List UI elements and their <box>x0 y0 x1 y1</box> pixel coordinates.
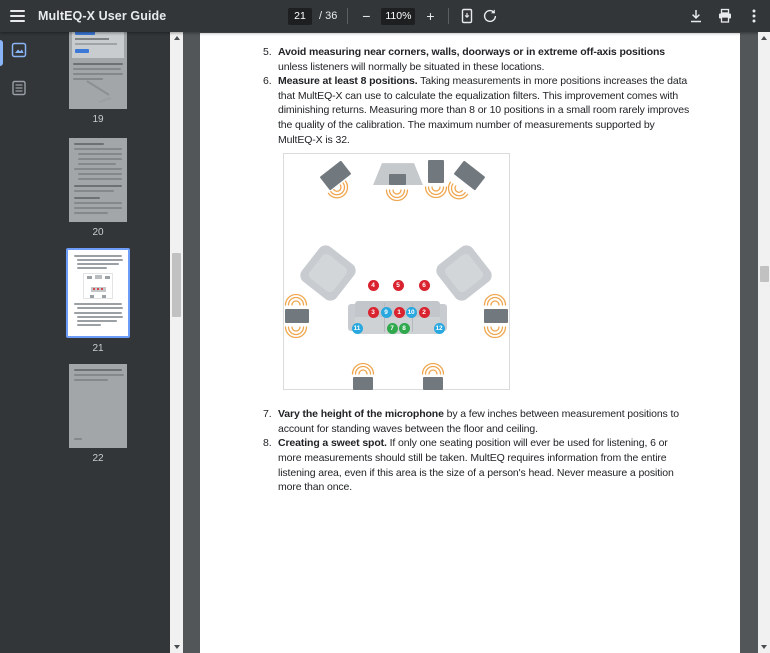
thumbnail-sidebar <box>0 32 183 653</box>
measurement-position-10: 10 <box>407 308 415 316</box>
thumbnail-page-21-selected[interactable] <box>66 248 130 338</box>
sound-waves-icon <box>352 359 374 375</box>
scroll-down-icon[interactable] <box>758 641 770 653</box>
measurement-position-8: 8 <box>399 323 410 334</box>
more-options-icon[interactable] <box>746 6 762 26</box>
divider <box>347 8 348 24</box>
divider <box>448 8 449 24</box>
room-measurement-diagram <box>283 153 510 390</box>
measurement-position-1: 1 <box>394 307 405 318</box>
scroll-down-icon[interactable] <box>170 641 183 653</box>
list-item: 5. Avoid measuring near corners, walls, doorways or in extreme off-axis positions unless listeners will normally be situated in these locations. <box>263 46 666 73</box>
sound-waves-icon <box>484 326 506 342</box>
thumbnail-page-22[interactable] <box>69 364 127 448</box>
thumbnail-label: 20 <box>92 227 104 238</box>
fit-page-icon[interactable] <box>459 6 475 26</box>
rear-right-speaker-icon <box>423 377 443 390</box>
thumbnail-label: 22 <box>92 453 104 464</box>
zoom-out-button[interactable]: − <box>362 8 371 24</box>
download-icon[interactable] <box>688 6 704 26</box>
measurement-position-4: 4 <box>368 280 379 291</box>
left-surround-speaker-icon <box>285 309 309 323</box>
measurement-position-6: 6 <box>419 280 430 291</box>
subwoofer-icon <box>428 160 444 183</box>
document-outline-icon[interactable] <box>11 80 28 97</box>
document-title: MultEQ-X User Guide <box>38 9 167 23</box>
zoom-level-input[interactable]: 110% <box>381 8 415 25</box>
measurement-position-5: 5 <box>393 280 404 291</box>
list-item: 8. Creating a sweet spot. If only one seating position will ever be used for listening, 6 or more measurements should still be taken. MultEQ requires information from the entire listening area, even if this area is the size of a person's head. Never measure a position more than once. <box>263 437 674 494</box>
thumbnails-view-icon[interactable] <box>11 42 28 59</box>
sound-waves-icon <box>484 290 506 306</box>
active-tab-indicator <box>0 40 3 66</box>
scroll-up-icon[interactable] <box>758 32 770 44</box>
numbered-list-bottom <box>263 407 740 495</box>
pdf-viewport <box>183 32 758 653</box>
measurement-position-7: 7 <box>387 323 398 334</box>
list-item: 7. Vary the height of the microphone by a few inches between measurement positions to account for standing waves between the floor and ceiling. <box>263 408 679 435</box>
main-scrollbar[interactable] <box>758 32 770 653</box>
measurement-position-11: 11 <box>352 323 363 334</box>
scroll-up-icon[interactable] <box>170 32 183 44</box>
thumbnail-label: 21 <box>92 343 104 354</box>
sound-waves-icon <box>285 326 307 342</box>
numbered-list-top <box>263 45 740 147</box>
page-number-input[interactable]: 21 <box>288 8 312 25</box>
list-item: 6. Measure at least 8 positions. Taking measurements in more positions increases the data that MultEQ-X can use to calculate the equalization filters. This improvement comes with diminishing returns. Measuring more than 8 or 10 positions in a small room rarely improves the quality of the calibration. The maximum number of measurements supported by MultEQ-X is 32. <box>263 75 690 146</box>
measurement-position-2: 2 <box>419 307 430 318</box>
thumbnail-page-19[interactable] <box>69 25 127 109</box>
sidebar-scrollbar-thumb[interactable] <box>172 253 181 317</box>
main-scrollbar-thumb[interactable] <box>760 266 769 282</box>
thumbnail-list <box>38 32 170 653</box>
rear-left-speaker-icon <box>353 377 373 390</box>
pdf-toolbar <box>0 0 770 32</box>
zoom-in-button[interactable]: + <box>426 8 435 24</box>
print-icon[interactable] <box>717 6 733 26</box>
page-total-label: / 36 <box>319 10 338 22</box>
measurement-position-3: 3 <box>368 307 379 318</box>
sound-waves-icon <box>386 189 408 205</box>
sound-waves-icon <box>422 359 444 375</box>
measurement-position-9: 9 <box>381 307 392 318</box>
thumbnail-page-20[interactable] <box>69 138 127 222</box>
sidebar-scrollbar[interactable] <box>170 32 183 653</box>
rotate-icon[interactable] <box>482 6 498 26</box>
right-surround-speaker-icon <box>484 309 508 323</box>
thumbnail-label: 19 <box>92 114 104 125</box>
menu-icon[interactable] <box>0 0 34 32</box>
sound-waves-icon <box>285 290 307 306</box>
measurement-position-12: 12 <box>435 324 443 332</box>
sidebar-icon-strip <box>0 32 38 653</box>
center-speaker-icon <box>389 174 406 185</box>
pdf-page-21 <box>200 33 740 653</box>
